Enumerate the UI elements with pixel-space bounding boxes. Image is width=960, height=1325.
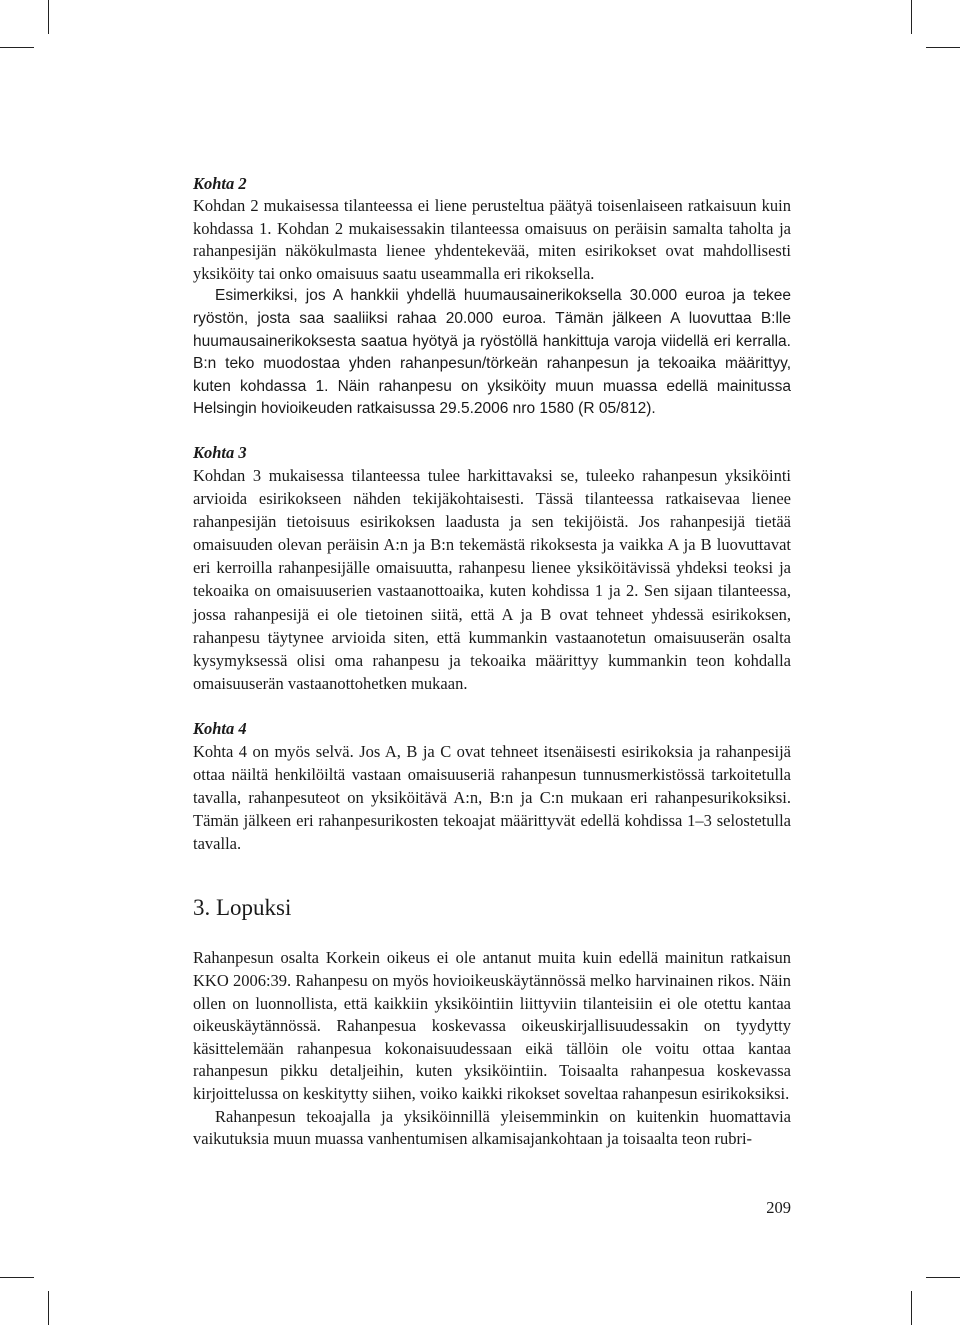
crop-mark xyxy=(48,0,49,34)
crop-mark xyxy=(911,1291,912,1325)
page-number: 209 xyxy=(766,1198,791,1217)
paragraph: Kohta 4 on myös selvä. Jos A, B ja C ovat tehneet itsenäisesti esirikoksia ja rahanpesijä ottaa näiltä henkilöiltä vastaan omaisuuseriä rahanpesun tunnusmerkistössä tarkoitetulla tavalla, rahanpesuteot on yksiköitävä A:n, B:n ja C:n mukaan eri rahanpesurikoksiksi. Tämän jälkeen eri rahanpesurikosten tekoajat määrittyvät edellä kohdissa 1–3 selostetulla tavalla. xyxy=(193,741,791,854)
crop-mark xyxy=(911,0,912,34)
paragraph: Rahanpesun osalta Korkein oikeus ei ole antanut muita kuin edellä mainitun ratkaisun KKO 2006:39. Rahanpesu on myös hovioikeuskäytännössä melko harvinainen rikos. Näin ollen on luonnollista, että kaikkiin yksiköintiin liittyviin tilanteisiin ei ole otettu kantaa oikeuskäytännössä. Rahanpesua koskevassa oikeuskirjallisuudessakin on tyydytty käsittelemään rahanpesua kokonaisuudessaan eikä tällöin ole voitu ottaa kantaa rahanpesun pikku detaljeihin, kuten yksiköintiin. Toisaalta rahanpesua koskevassa kirjoittelussa on keskitytty siihen, voiko kaikki rikokset soveltaa rahanpesun esirikoksiksi. xyxy=(193,948,791,1103)
paragraph: Kohdan 3 mukaisessa tilanteessa tulee harkittavaksi se, tuleeko rahanpesun yksiköinti arvioida esirikokseen nähden tekijäkohtaisesti. Tässä tilanteessa ratkaisevaa lienee rahanpesijän tietoisuus esirikoksen laadusta ja sen tekijöistä. Jos rahanpesijä tietää omaisuuden olevan peräisin A:n ja B:n tekemästä rikoksesta ja vaikka A ja B luovuttavat eri kerroilla rahanpesijälle omaisuutta, rahanpesu lienee yksiköitävissä yhdeksi teoksi ja tekoaika on omaisuuserien vastaanottoaika, kuten kohdissa 1 ja 2. Sen sijaan tilanteessa, jossa rahanpesijä ei ole tietoinen siitä, että A ja B ovat tehneet yhdessä esirikoksen, rahanpesu täytynee arvioida siten, että kummankin vastaanotetun omaisuuserän osalta kysymyksessä olisi oma rahanpesu ja tekoaika määrittyy kummankin teon kohdalla omaisuuserän vastaanottohetken mukaan. xyxy=(193,465,791,693)
section-lopuksi xyxy=(193,947,791,1150)
paragraph: Esimerkiksi, jos A hankkii yhdellä huumausainerikoksella 30.000 euroa ja tekee ryöstön, josta saa saaliiksi rahaa 20.000 euroa. Tämän jälkeen A luovuttaa B:lle huumausainerikoksesta saatua hyötyä ja ryöstöllä hankittuja varoja viidellä eri kerralla. B:n teko muodostaa yhden rahanpesun/törkeän rahanpesun ja tekoaika määrittyy, kuten kohdassa 1. Näin rahanpesu on yksiköity muun muassa edellä mainitussa Helsingin hovioikeuden ratkaisussa 29.5.2006 nro 1580 (R 05/812). xyxy=(193,287,791,418)
section-heading: Kohta 2 xyxy=(193,174,247,193)
section-kohta-3 xyxy=(193,441,791,695)
section-kohta-2 xyxy=(193,172,791,421)
paragraph: Rahanpesun tekoajalla ja yksiköinnillä yleisemminkin on kuitenkin huomattavia vaikutuksia muun muassa vanhentumisen alkamisajankohtaan ja toisaalta teon rubri- xyxy=(193,1106,791,1149)
section-kohta-4 xyxy=(193,717,791,855)
crop-mark xyxy=(0,47,34,48)
crop-mark xyxy=(926,1277,960,1278)
crop-mark xyxy=(926,47,960,48)
page-content xyxy=(193,172,791,1151)
paragraph: Kohdan 2 mukaisessa tilanteessa ei liene perusteltua päätyä toisenlaiseen ratkaisuun kuin kohdassa 1. Kohdan 2 mukaisessakin tilanteessa omaisuus on peräisin samalta taholta ja rahanpesijän näkökulmasta lienee yhdentekevää, miten esirikokset ovat mahdollisesti yksiköity tai onko omaisuus saatu useammalla eri rikoksella. xyxy=(193,196,791,283)
section-heading: Kohta 3 xyxy=(193,442,247,462)
crop-mark xyxy=(0,1277,34,1278)
section-heading: Kohta 4 xyxy=(193,718,247,738)
chapter-heading: 3. Lopuksi xyxy=(193,895,292,921)
crop-mark xyxy=(48,1291,49,1325)
